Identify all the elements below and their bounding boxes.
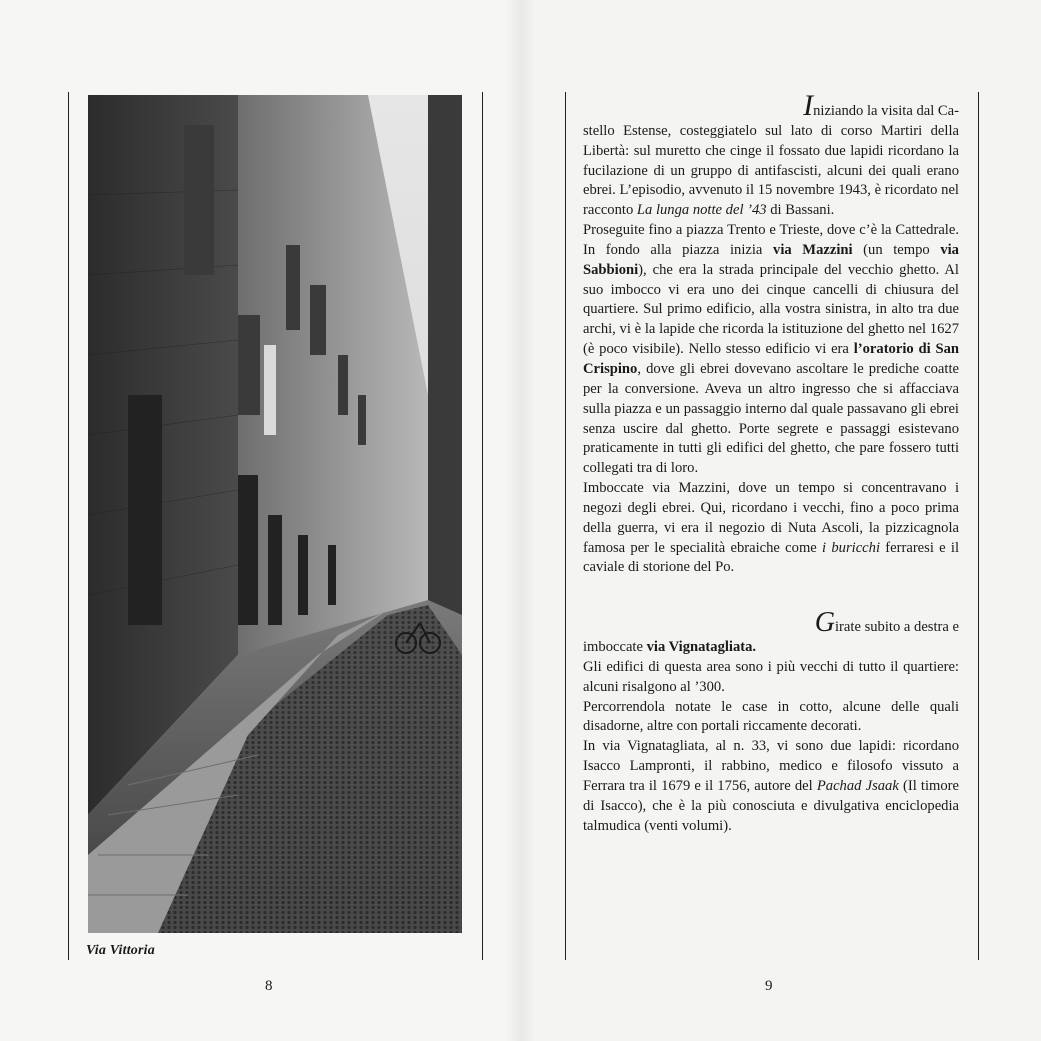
paragraph-1-lead-text: niziando la visita dal Ca-: [813, 103, 959, 119]
paragraph-1-lead: [583, 89, 959, 122]
paragraph-1-text-a: stello Estense, costeggiatelo sul lato di corso Martiri della Libertà: sul muretto che cinge il fossato due lapidi ricordano la fucilazione di un gruppo di antifascisti, alcuni dei quali erano ebrei. L’episodio, avvenuto il 15 novembre 1943, è ricordato nel racconto: [583, 122, 959, 219]
paragraph-2-text-a: Proseguite fino a piazza Trento e Trieste, dove c’è la Cattedrale. In fondo alla piazza inizia: [583, 222, 959, 258]
paragraph-7-text-b: (Il timore di Isacco), che è la più conosciuta e divulgativa enciclopedia talmudica (venti volumi).: [583, 778, 959, 834]
paragraph-4-lead-text: irate subito a destra e: [835, 619, 959, 636]
paragraph-4: [583, 638, 959, 658]
paragraph-4-text: imboccate: [583, 639, 647, 656]
paragraph-2-bold-via-mazzini: via Mazzini: [773, 241, 853, 258]
right-page-text: [583, 89, 960, 837]
paragraph-7-text-a: In via Vignatagliata, al n. 33, vi sono due lapidi: ricordano Isacco Lampronti, il rabbino, medico e filosofo vissuto a Ferrara tra il 1679 e il 1756, autore del: [583, 738, 959, 794]
drop-cap-g: G: [814, 607, 835, 639]
paragraph-4-lead: [583, 607, 959, 639]
section-gap: [583, 578, 959, 613]
paragraph-2-text-b: (un tempo: [852, 241, 941, 258]
street-photo-illustration: [88, 95, 462, 933]
photo-caption: Via Vittoria: [86, 943, 155, 958]
street-photo: [88, 95, 462, 933]
paragraph-3-text-b: ferraresi e il caviale di storione del Po.: [583, 539, 960, 576]
left-page-inner-rule: [482, 92, 483, 960]
paragraph-5: Gli edifici di questa area sono i più vecchi di tutto il quartiere: alcuni risalgono al ’300.: [583, 658, 959, 695]
left-margin-rule: [68, 92, 69, 960]
paragraph-2-bold-oratorio: l’oratorio di San Crispino: [583, 341, 959, 377]
paragraph-2-text-c: ), che era la strada principale del vecchio ghetto. Al suo imbocco vi era uno dei cinque cancelli di chiusura del quartiere. Sul primo edificio, alla vostra sinistra, in alto tra due archi, vi è la lapide che ricorda la istituzione del ghetto nel 1627 (è poco visibile). Nello stesso edificio vi era: [583, 261, 959, 358]
paragraph-1-text-b: di Bassani.: [766, 202, 835, 219]
paragraph-3-text-a: Imboccate via Mazzini, dove un tempo si concentravano i negozi degli ebrei. Qui, ricordano i vecchi, fino a poco prima della guerra, vi era il negozio di Nuta Ascoli, la pizzicagnola famosa per le specialità ebraiche come: [583, 480, 959, 556]
paragraph-3-italic: i buricchi: [822, 539, 881, 556]
paragraph-1-title: La lunga notte del ’43: [636, 202, 767, 219]
paragraph-2-bold-via-sabbioni: via Sabbioni: [583, 241, 959, 278]
paragraph-4-bold-via-vignatagliata: via Vignatagliata.: [646, 639, 757, 656]
paragraph-2-text-d: , dove gli ebrei dovevano ascoltare le prediche coatte per la conversione. Aveva un altro ingresso che si affacciava sulla piazza e un passaggio interno dal quale passavano gli ebrei senza uscire dal ghetto. Porte segrete e passaggi esistevano praticamente in tutti gli edifici del ghetto, che pare fossero tutti collegati tra di loro.: [583, 360, 959, 477]
right-margin-rule: [978, 92, 979, 960]
gutter-shadow: [505, 0, 535, 1041]
paragraph-3: [583, 479, 959, 578]
drop-cap-i: I: [803, 89, 814, 122]
paragraph-1: [583, 122, 959, 221]
paragraph-2: [583, 221, 959, 479]
right-page-inner-rule: [565, 92, 566, 960]
paragraph-7: [583, 737, 959, 836]
paragraph-7-title: Pachad Jsaak: [816, 778, 899, 794]
left-page-number: 8: [265, 978, 273, 994]
right-page-number: 9: [765, 978, 773, 994]
paragraph-6: Percorrendola notate le case in cotto, alcune delle quali disadorne, altre con portali riccamente decorati.: [583, 698, 959, 735]
